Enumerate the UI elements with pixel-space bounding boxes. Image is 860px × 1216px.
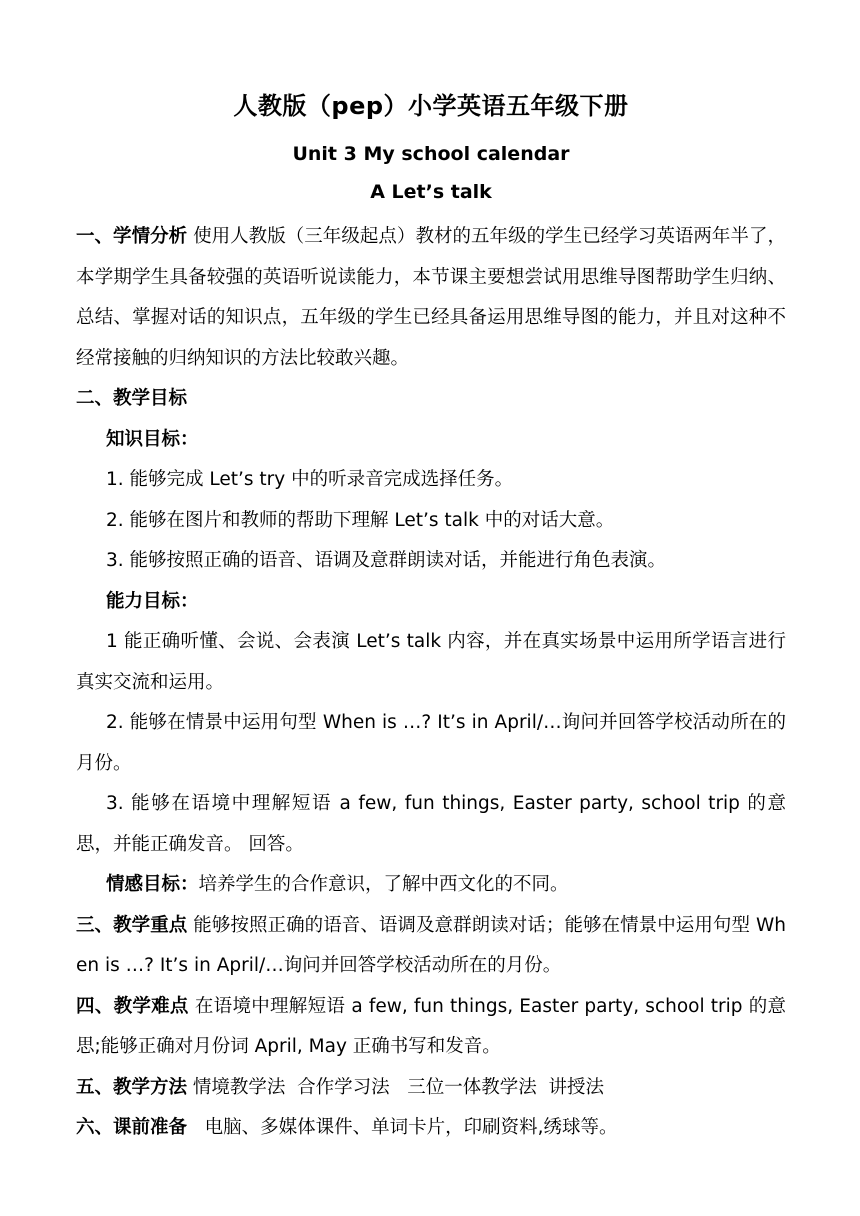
knowledge-item-1: 1. 能够完成 Let’s try 中的听录音完成选择任务。 <box>106 469 514 490</box>
knowledge-goals-label: 知识目标： <box>106 428 199 450</box>
knowledge-item-2: 2. 能够在图片和教师的帮助下理解 Let’s talk 中的对话大意。 <box>106 509 615 531</box>
section-text: 使用人教版（三年级起点）教材的五年级的学生已经学习英语两年半了，本学期学生具备较强的英语听说读能力，本节课主要想尝试用思维导图帮助学生归纳、总结、掌握对话的知识点，五年级的学生已经具备运用思维导图的能力，并且对这种不经常接触的归纳知识的方法比较敢兴趣。 <box>76 226 786 369</box>
section-label: 三、教学重点 <box>76 914 188 936</box>
section-text: 能够按照正确的语音、语调及意群朗读对话；能够在情景中运用句型 When is …? It’s in April/…询问并回答学校活动所在的月份。 <box>76 914 786 976</box>
emotion-goals <box>76 865 786 906</box>
emotion-goals-text: 培养学生的合作意识，了解中西文化的不同。 <box>198 874 569 895</box>
section-label: 五、教学方法 <box>76 1076 188 1098</box>
ability-goals-label: 能力目标： <box>106 590 199 612</box>
lesson-title: A Let’s talk <box>370 181 492 203</box>
section-preparation <box>76 1108 786 1149</box>
section-label: 六、课前准备 <box>76 1117 188 1138</box>
ability-item-3: 3. 能够在语境中理解短语 a few, fun things, Easter party, school trip 的意思，并能正确发音。 回答。 <box>76 793 786 855</box>
emotion-goals-label: 情感目标： <box>106 874 199 895</box>
section-teaching-methods <box>76 1068 786 1109</box>
document-title: 人教版（pep）小学英语五年级下册 <box>233 92 629 120</box>
section-label: 一、学情分析 <box>76 226 188 247</box>
section-text: 电脑、多媒体课件、单词卡片，印刷资料,绣球等。 <box>187 1117 618 1138</box>
unit-title: Unit 3 My school calendar <box>292 143 570 165</box>
section-text: 情境教学法 合作学习法 三位一体教学法 讲授法 <box>187 1076 605 1098</box>
section-learner-analysis <box>76 217 786 379</box>
knowledge-item-3: 3. 能够按照正确的语音、语调及意群朗读对话，并能进行角色表演。 <box>106 550 667 571</box>
ability-item-1: 1 能正确听懂、会说、会表演 Let’s talk 内容，并在真实场景中运用所学语言进行真实交流和运用。 <box>76 631 786 693</box>
section-difficult-points <box>76 987 786 1068</box>
section-label: 四、教学难点 <box>76 995 189 1017</box>
section-key-points <box>76 906 786 987</box>
section-teaching-goals-label: 二、教学目标 <box>76 388 188 409</box>
section-text: 在语境中理解短语 a few, fun things, Easter party, school trip 的意思;能够正确对月份词 April, May 正确书写和发音。 <box>76 995 786 1057</box>
ability-item-2: 2. 能够在情景中运用句型 When is …? It’s in April/…询问并回答学校活动所在的月份。 <box>76 712 786 774</box>
